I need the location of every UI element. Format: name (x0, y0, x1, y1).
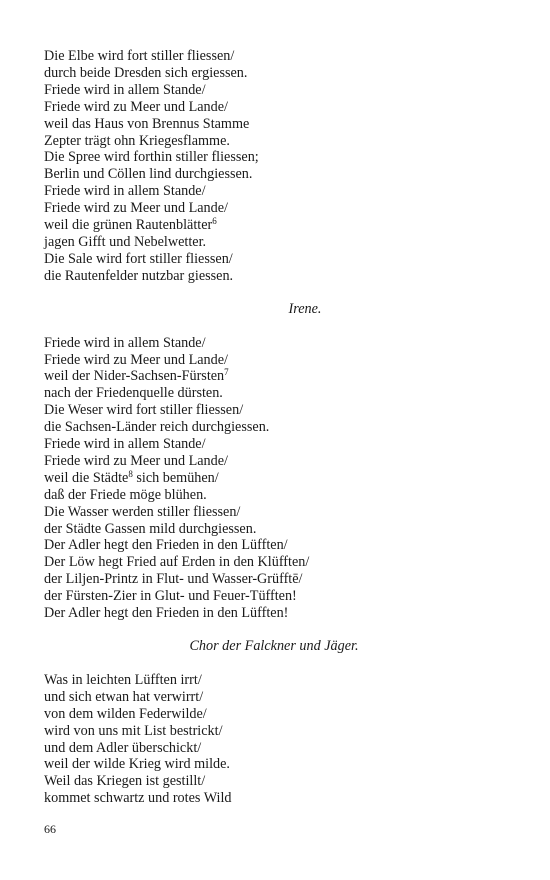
verse-text: Zepter trägt ohn Kriegesflamme. (44, 132, 230, 149)
page-number: 66 (44, 822, 56, 836)
verse-line (44, 183, 504, 200)
verse-text: Friede wird zu Meer und Lande/ (44, 98, 228, 115)
verse-text-continued: sich bemühen/ (132, 469, 219, 486)
verse-text: Die Sale wird fort stiller fliessen/ (44, 250, 233, 267)
verse-text: Weil das Kriegen ist gestillt/ (44, 773, 206, 790)
verse-line (44, 723, 504, 740)
verse-line (44, 605, 504, 622)
verse-text: jagen Gifft und Nebelwetter. (44, 233, 207, 250)
verse-text: der Liljen-Printz in Flut- und Wasser-Grüfftē/ (44, 571, 303, 588)
verse-text: kommet schwartz und rotes Wild (44, 790, 232, 807)
footnote-marker: 6 (212, 216, 217, 227)
verse-line (44, 234, 504, 251)
verse-line (44, 200, 504, 217)
stanza-3 (44, 672, 504, 807)
verse-line (44, 385, 504, 402)
verse-line (44, 487, 504, 504)
verse-line (44, 554, 504, 571)
verse-line (44, 268, 504, 285)
verse-text: nach der Friedenquelle dürsten. (44, 385, 223, 402)
verse-text: wird von uns mit List bestrickt/ (44, 722, 223, 739)
stanza-1 (44, 48, 504, 285)
verse-line (44, 773, 504, 790)
verse-line (44, 689, 504, 706)
verse-line (44, 65, 504, 82)
verse-line (44, 352, 504, 369)
verse-line (44, 48, 504, 65)
footnote-marker: 7 (224, 367, 229, 378)
verse-text: Die Weser wird fort stiller fliessen/ (44, 402, 244, 419)
verse-text: weil das Haus von Brennus Stamme (44, 115, 250, 132)
verse-line (44, 537, 504, 554)
verse-text: daß der Friede möge blühen. (44, 486, 207, 503)
verse-line (44, 436, 504, 453)
verse-line (44, 166, 504, 183)
verse-text: Friede wird zu Meer und Lande/ (44, 452, 228, 469)
verse-line (44, 672, 504, 689)
verse-line (44, 82, 504, 99)
verse-line (44, 504, 504, 521)
verse-text: durch beide Dresden sich ergiessen. (44, 64, 248, 81)
verse-text: Was in leichten Lüfften irrt/ (44, 671, 202, 688)
verse-text: Die Wasser werden stiller fliessen/ (44, 503, 241, 520)
verse-line (44, 99, 504, 116)
verse-line (44, 149, 504, 166)
speaker-heading-chor: Chor der Falckner und Jäger. (189, 638, 359, 654)
verse-line (44, 756, 504, 773)
verse-line (44, 251, 504, 268)
verse-text: Friede wird in allem Stande/ (44, 81, 206, 98)
verse-text: Friede wird zu Meer und Lande/ (44, 351, 228, 368)
verse-text: Friede wird zu Meer und Lande/ (44, 200, 228, 217)
verse-line (44, 335, 504, 352)
verse-line (44, 740, 504, 757)
verse-text: der Städte Gassen mild durchgiessen. (44, 520, 257, 537)
verse-text: der Fürsten-Zier in Glut- und Feuer-Tüfften! (44, 588, 297, 605)
verse-line (44, 402, 504, 419)
verse-text: weil der wilde Krieg wird milde. (44, 756, 230, 773)
speaker-heading-irene: Irene. (288, 300, 322, 317)
verse-text: Der Löw hegt Fried auf Erden in den Klüfften/ (44, 554, 310, 571)
verse-text: Die Elbe wird fort stiller fliessen/ (44, 48, 235, 64)
verse-line (44, 453, 504, 470)
verse-text: weil die grünen Rautenblätter (44, 217, 213, 234)
footnote-marker: 8 (128, 468, 133, 479)
verse-line (44, 571, 504, 588)
verse-text: und sich etwan hat verwirrt/ (44, 688, 204, 705)
verse-text: Die Spree wird forthin stiller fliessen; (44, 149, 259, 166)
verse-line (44, 116, 504, 133)
verse-text: Friede wird in allem Stande/ (44, 436, 206, 453)
verse-line (44, 521, 504, 538)
verse-line (44, 419, 504, 436)
verse-line (44, 470, 504, 487)
verse-text: von dem wilden Federwilde/ (44, 705, 207, 722)
verse-line (44, 368, 504, 385)
verse-text: Friede wird in allem Stande/ (44, 183, 206, 200)
poem-page (44, 48, 504, 807)
verse-text: die Sachsen-Länder reich durchgiessen. (44, 419, 270, 436)
verse-text: Berlin und Cöllen lind durchgiessen. (44, 166, 253, 183)
verse-line (44, 588, 504, 605)
verse-line (44, 133, 504, 150)
verse-text: die Rautenfelder nutzbar giessen. (44, 267, 234, 284)
verse-line (44, 217, 504, 234)
verse-text: Friede wird in allem Stande/ (44, 334, 206, 351)
verse-text: und dem Adler überschickt/ (44, 739, 202, 756)
verse-text: Der Adler hegt den Frieden in den Lüfften! (44, 605, 289, 622)
verse-text: Der Adler hegt den Frieden in den Lüfften/ (44, 537, 288, 554)
verse-line (44, 790, 504, 807)
verse-text: weil der Nider-Sachsen-Fürsten (44, 368, 225, 385)
verse-line (44, 706, 504, 723)
verse-text: weil die Städte (44, 469, 129, 486)
stanza-2 (44, 335, 504, 622)
